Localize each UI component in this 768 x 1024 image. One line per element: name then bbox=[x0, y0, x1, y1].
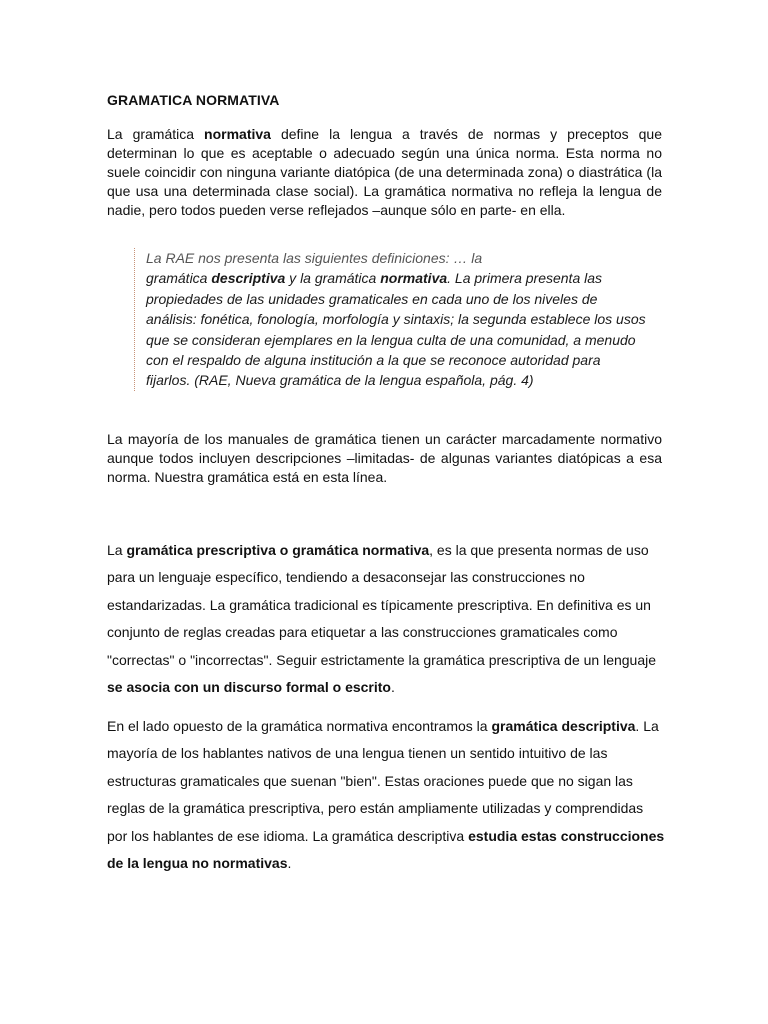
paragraph-manuales: La mayoría de los manuales de gramática tienen un carácter marcadamente normativo aunque todos incluyen descripciones –limitadas- de algunas variantes diatópicas a esa norma. Nuestra gramática está en esta línea. bbox=[107, 431, 662, 485]
document-title: GRAMATICA NORMATIVA bbox=[107, 92, 280, 108]
bold-term: normativa bbox=[204, 126, 271, 142]
text-run: . bbox=[287, 855, 292, 872]
text-run: . bbox=[390, 679, 395, 696]
bold-term: gramática descriptiva bbox=[491, 718, 636, 734]
paragraph-prescriptiva bbox=[107, 537, 667, 701]
quote-intro: La RAE nos presenta las siguientes definiciones: … la bbox=[146, 250, 483, 266]
text-run: y la gramática bbox=[285, 270, 381, 287]
bold-term: normativa bbox=[380, 270, 448, 287]
bold-term: descriptiva bbox=[211, 270, 286, 287]
paragraph-descriptiva bbox=[107, 713, 667, 877]
text-run: La gramática bbox=[107, 126, 205, 142]
text-run: . La mayoría de los hablantes nativos de una lengua tienen un sentido intuitivo de las estructuras gramaticales que suenan "bien". Estas oraciones puede que no sigan las reglas de la gramática prescriptiva, pero están ampliamente utilizadas y comprendidas por los hablantes de ese idioma. La gramática descriptiva bbox=[107, 718, 659, 844]
text-run: En el lado opuesto de la gramática normativa encontramos la bbox=[107, 718, 492, 734]
rae-blockquote bbox=[134, 248, 646, 391]
text-run: , es la que presenta normas de uso para un lenguaje específico, tendiendo a desaconsejar las construcciones no estandarizadas. La gramática tradicional es típicamente prescriptiva. En definitiva es un conjunto de reglas creadas para etiquetar a las construcciones gramaticales como "correctas" o "incorrectas". Seguir estrictamente la gramática prescriptiva de un lenguaje bbox=[107, 542, 657, 668]
text-run: define la lengua a través de normas y preceptos que determinan lo que es aceptable o adecuado según una única norma. Esta norma no suele coincidir con ninguna variante diatópica (de una determinada zona) o diastrática (la que usa una determinada clase social). La gramática normativa no refleja la lengua de nadie, pero todos pueden verse reflejados –aunque sólo en parte- en ella. bbox=[107, 126, 662, 218]
text-run: La bbox=[107, 542, 127, 558]
bold-term: se asocia con un discurso formal o escrito bbox=[107, 679, 391, 696]
paragraph-normativa-definition bbox=[107, 125, 662, 220]
bold-term: estudia estas construcciones de la lengua no normativas bbox=[107, 827, 665, 872]
bold-term: gramática prescriptiva o gramática normativa bbox=[126, 542, 430, 558]
text-run: gramática bbox=[146, 270, 212, 287]
text-run: . La primera presenta las propiedades de las unidades gramaticales en cada uno de los niveles de análisis: fonética, fonología, morfología y sintaxis; la segunda establece los usos que se consideran ejemplares en la lengua culta de una comunidad, a menudo con el respaldo de alguna institución a la que se reconoce autoridad para fijarlos. (RAE, Nueva gramática de la lengua española, pág. 4) bbox=[146, 270, 646, 389]
